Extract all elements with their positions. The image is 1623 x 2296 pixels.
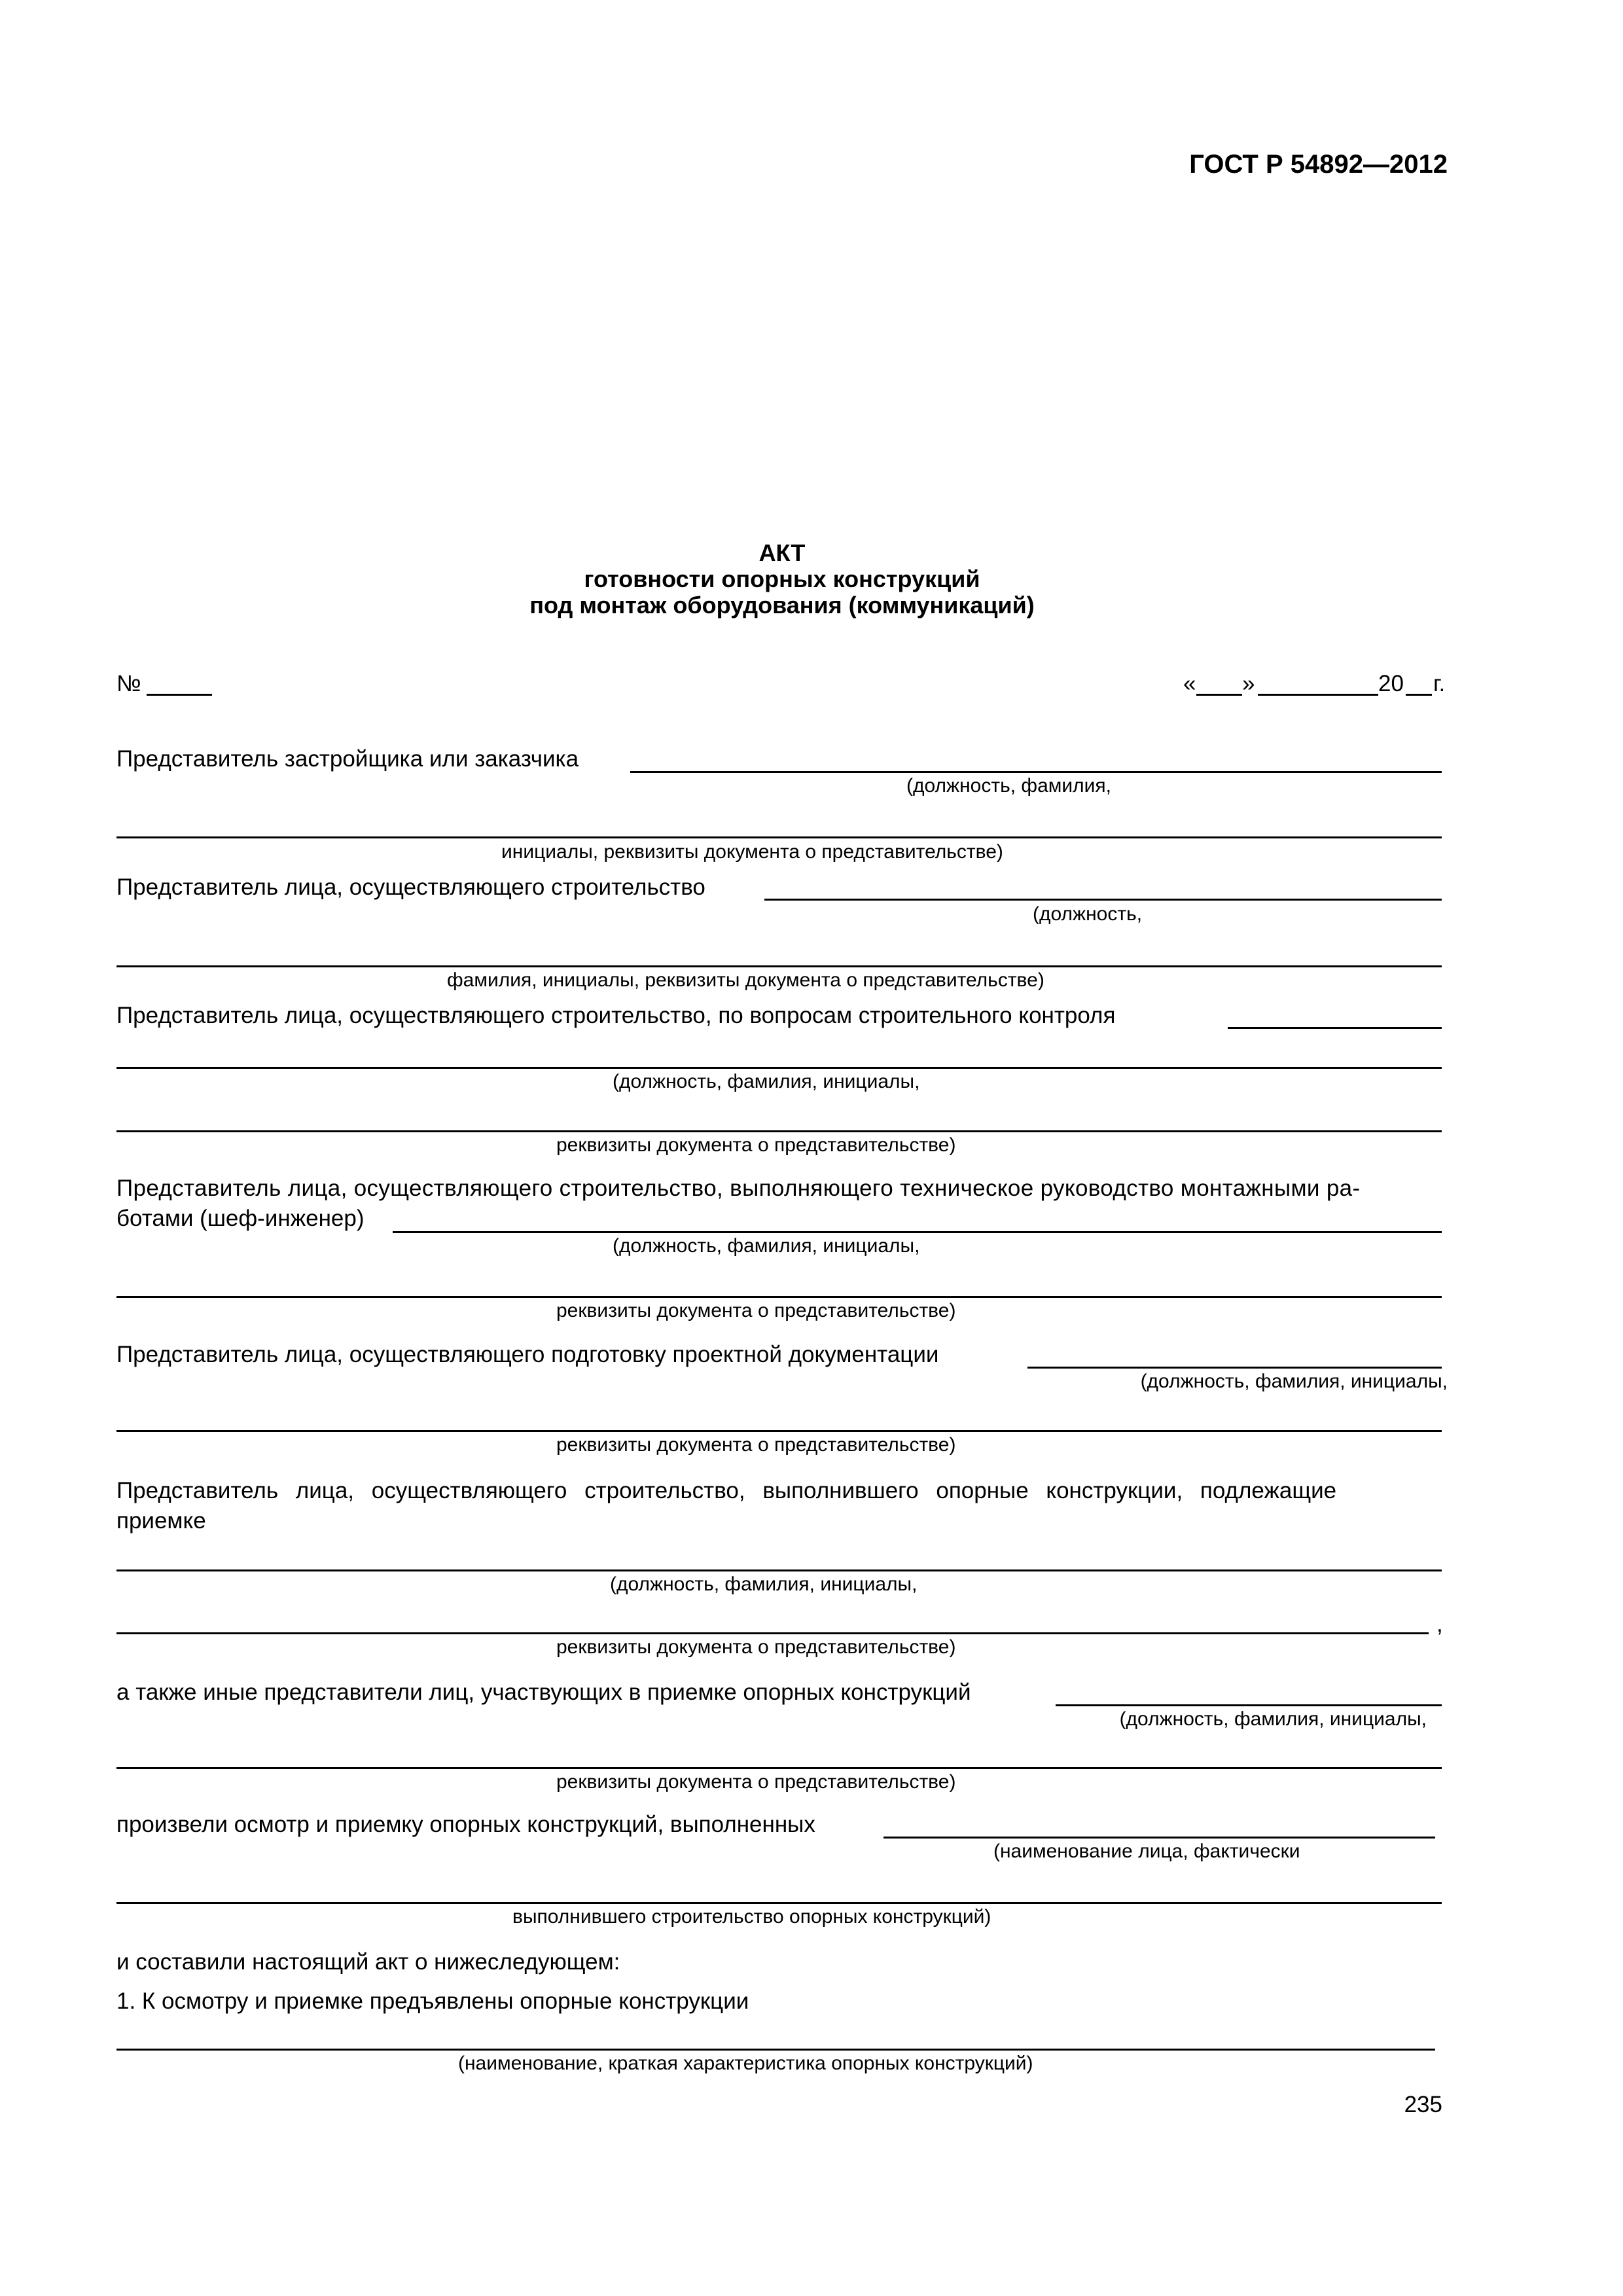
s5-caption-2: реквизиты документа о представительстве)	[556, 1434, 956, 1456]
s8-caption-1: (наименование лица, фактически	[993, 1840, 1300, 1862]
date-year-field[interactable]	[1406, 694, 1432, 696]
item-1-field[interactable]	[116, 2049, 1435, 2051]
date-month-field[interactable]	[1258, 694, 1378, 696]
s1-label: Представитель застройщика или заказчика	[116, 746, 579, 772]
item-1-text: 1. К осмотру и приемке предъявлены опорные конструкции	[116, 1988, 749, 2014]
s2-caption-1: (должность,	[1033, 903, 1143, 925]
s1-caption-1: (должность, фамилия,	[906, 775, 1111, 797]
s1-caption-2: инициалы, реквизиты документа о представительстве)	[501, 841, 1003, 863]
s3-field-2[interactable]	[116, 1067, 1442, 1069]
s7-label: а также иные представители лиц, участвующих в приемке опорных конструкций	[116, 1679, 971, 1705]
s3-label: Представитель лица, осуществляющего строительство, по вопросам строительного контроля	[116, 1003, 1116, 1028]
s7-field-2[interactable]	[116, 1767, 1442, 1769]
title-line-1: АКТ	[758, 539, 806, 566]
s2-field-2[interactable]	[116, 965, 1442, 967]
date-day-field[interactable]	[1196, 694, 1242, 696]
s4-label-1	[116, 1175, 1448, 1202]
s5-field-2[interactable]	[116, 1430, 1442, 1432]
s8-field-2[interactable]	[116, 1902, 1442, 1904]
s1-field-2[interactable]	[116, 836, 1442, 838]
s4-field-2[interactable]	[116, 1296, 1442, 1298]
s2-field-1[interactable]	[764, 899, 1442, 901]
s8-field-1[interactable]	[883, 1837, 1435, 1839]
s3-caption-1: (должность, фамилия, инициалы,	[613, 1071, 920, 1092]
s4-caption-1: (должность, фамилия, инициалы,	[613, 1235, 920, 1257]
item-1-caption: (наименование, краткая характеристика опорных конструкций)	[458, 2053, 1033, 2074]
s4-caption-2: реквизиты документа о представительстве)	[556, 1300, 956, 1321]
s6-label-2: приемке	[116, 1508, 206, 1534]
intro-text: и составили настоящий акт о нижеследующем:	[116, 1949, 620, 1975]
s7-caption-1: (должность, фамилия, инициалы,	[1119, 1708, 1427, 1730]
s6-field-2[interactable]	[116, 1632, 1429, 1634]
s8-caption-2: выполнившего строительство опорных конструкций)	[512, 1906, 991, 1928]
s4-field-1[interactable]	[393, 1231, 1442, 1233]
s8-label: произвели осмотр и приемку опорных конструкций, выполненных	[116, 1812, 815, 1837]
s4-label-1-text: Представитель лица, осуществляющего строительство, выполняющего техническое руководство монтажными ра-	[116, 1175, 1361, 1201]
act-number-label: №	[116, 671, 141, 696]
s5-caption-1: (должность, фамилия, инициалы,	[1140, 1371, 1448, 1392]
s3-caption-2: реквизиты документа о представительстве)	[556, 1134, 956, 1156]
s6-caption-1: (должность, фамилия, инициалы,	[610, 1573, 918, 1595]
date-open-quote: «	[1183, 671, 1196, 696]
page-number: 235	[1404, 2092, 1442, 2117]
s2-caption-2: фамилия, инициалы, реквизиты документа о представительстве)	[447, 969, 1044, 991]
s5-label: Представитель лица, осуществляющего подготовку проектной документации	[116, 1342, 939, 1367]
s1-field-1[interactable]	[630, 771, 1442, 773]
s7-field-1[interactable]	[1056, 1704, 1442, 1706]
s4-label-2: ботами (шеф-инженер)	[116, 1206, 365, 1231]
title-line-3: под монтаж оборудования (коммуникаций)	[529, 592, 1035, 619]
title-line-2: готовности опорных конструкций	[584, 565, 980, 592]
s6-field-1[interactable]	[116, 1570, 1442, 1571]
s2-label: Представитель лица, осуществляющего строительство	[116, 874, 705, 900]
s6-label-1-text: Представитель лица, осуществляющего строительство, выполнившего опорные конструкции, подлежащие	[116, 1478, 1337, 1503]
standard-designation: ГОСТ Р 54892—2012	[1189, 150, 1448, 179]
s5-field-1[interactable]	[1027, 1367, 1442, 1369]
doc-title	[0, 540, 1564, 619]
date-year-prefix: 20	[1378, 671, 1404, 696]
s6-caption-2: реквизиты документа о представительстве)	[556, 1636, 956, 1658]
date-suffix: г.	[1433, 671, 1446, 696]
s6-label-1	[116, 1478, 1448, 1504]
date-close-quote: »	[1242, 671, 1255, 696]
s3-field-1[interactable]	[1228, 1027, 1442, 1029]
act-number-field[interactable]	[147, 694, 212, 696]
s6-comma: ,	[1436, 1611, 1443, 1637]
s7-caption-2: реквизиты документа о представительстве)	[556, 1771, 956, 1793]
s3-field-3[interactable]	[116, 1130, 1442, 1132]
